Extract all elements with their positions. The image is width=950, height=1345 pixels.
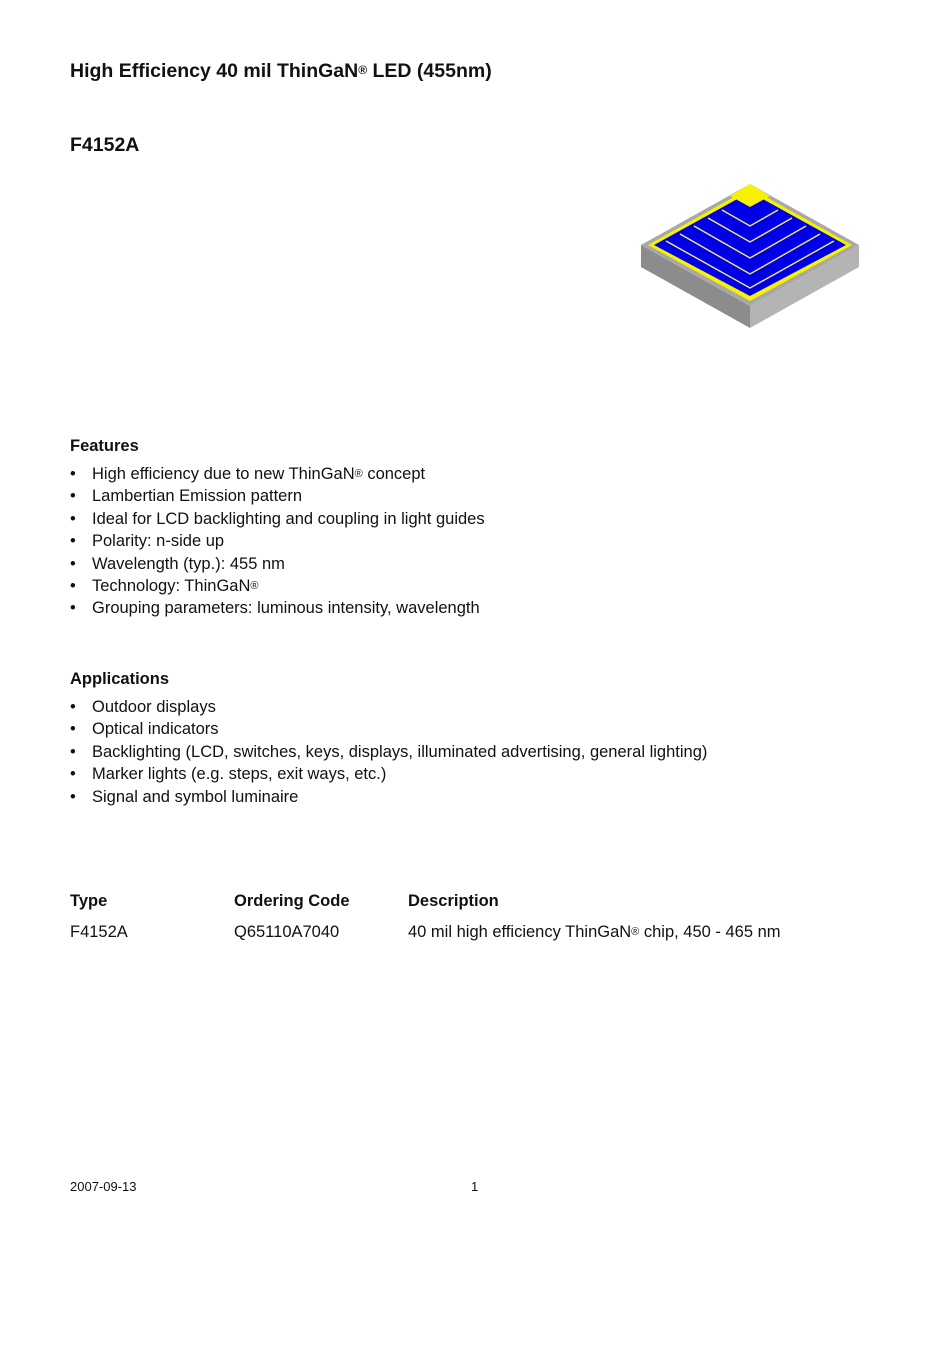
- bullet: •: [70, 720, 76, 739]
- table-row: [70, 923, 781, 945]
- registered-mark: ®: [250, 579, 259, 592]
- application-item: • Optical indicators: [70, 718, 707, 740]
- title-main: High Efficiency 40 mil ThinGaN: [70, 60, 359, 82]
- column-header-type: Type: [70, 892, 108, 910]
- bullet: •: [70, 509, 76, 528]
- bullet: •: [70, 599, 76, 618]
- features-heading: Features: [70, 437, 139, 455]
- application-item: • Backlighting (LCD, switches, keys, displays, illuminated advertising, general lighting): [70, 741, 707, 763]
- bullet: •: [70, 465, 76, 483]
- bullet: •: [70, 787, 76, 806]
- feature-item: • Grouping parameters: luminous intensity, wavelength: [70, 597, 485, 619]
- feature-item: • Lambertian Emission pattern: [70, 485, 485, 507]
- feature-item: • Wavelength (typ.): 455 nm: [70, 553, 485, 575]
- registered-mark: ®: [354, 468, 363, 480]
- application-item: • Signal and symbol luminaire: [70, 786, 707, 808]
- ordering-table-header: [70, 892, 781, 923]
- column-header-ordering-code: Ordering Code: [234, 892, 350, 910]
- feature-item: • High efficiency due to new ThinGaN® concept: [70, 463, 485, 485]
- bullet: •: [70, 554, 76, 573]
- registered-mark: ®: [358, 63, 368, 77]
- application-item: • Marker lights (e.g. steps, exit ways, etc.): [70, 763, 707, 785]
- feature-item: • Ideal for LCD backlighting and coupling in light guides: [70, 508, 485, 530]
- cell-type: F4152A: [70, 923, 128, 941]
- part-number: F4152A: [70, 134, 140, 156]
- bullet: •: [70, 742, 76, 761]
- features-list: [70, 463, 485, 620]
- bullet: •: [70, 576, 76, 595]
- application-item: • Outdoor displays: [70, 696, 707, 718]
- led-chip-illustration: [638, 178, 862, 330]
- ordering-table: [70, 892, 781, 945]
- registered-mark: ®: [631, 926, 640, 938]
- applications-list: [70, 696, 707, 808]
- page-number: 1: [471, 1179, 479, 1194]
- bullet: •: [70, 698, 76, 716]
- bullet: •: [70, 765, 76, 784]
- feature-item: • Polarity: n-side up: [70, 530, 485, 552]
- page-title: [70, 60, 492, 83]
- column-header-description: Description: [408, 892, 499, 910]
- title-tail: LED (455nm): [367, 60, 492, 82]
- bullet: •: [70, 487, 76, 506]
- cell-ordering-code: Q65110A7040: [234, 923, 340, 941]
- feature-item: • Technology: ThinGaN®: [70, 575, 485, 597]
- applications-heading: Applications: [70, 670, 170, 688]
- bullet: •: [70, 532, 76, 551]
- footer-date: 2007-09-13: [70, 1179, 137, 1194]
- cell-description: 40 mil high efficiency ThinGaN® chip, 450 - 465 nm: [408, 923, 781, 941]
